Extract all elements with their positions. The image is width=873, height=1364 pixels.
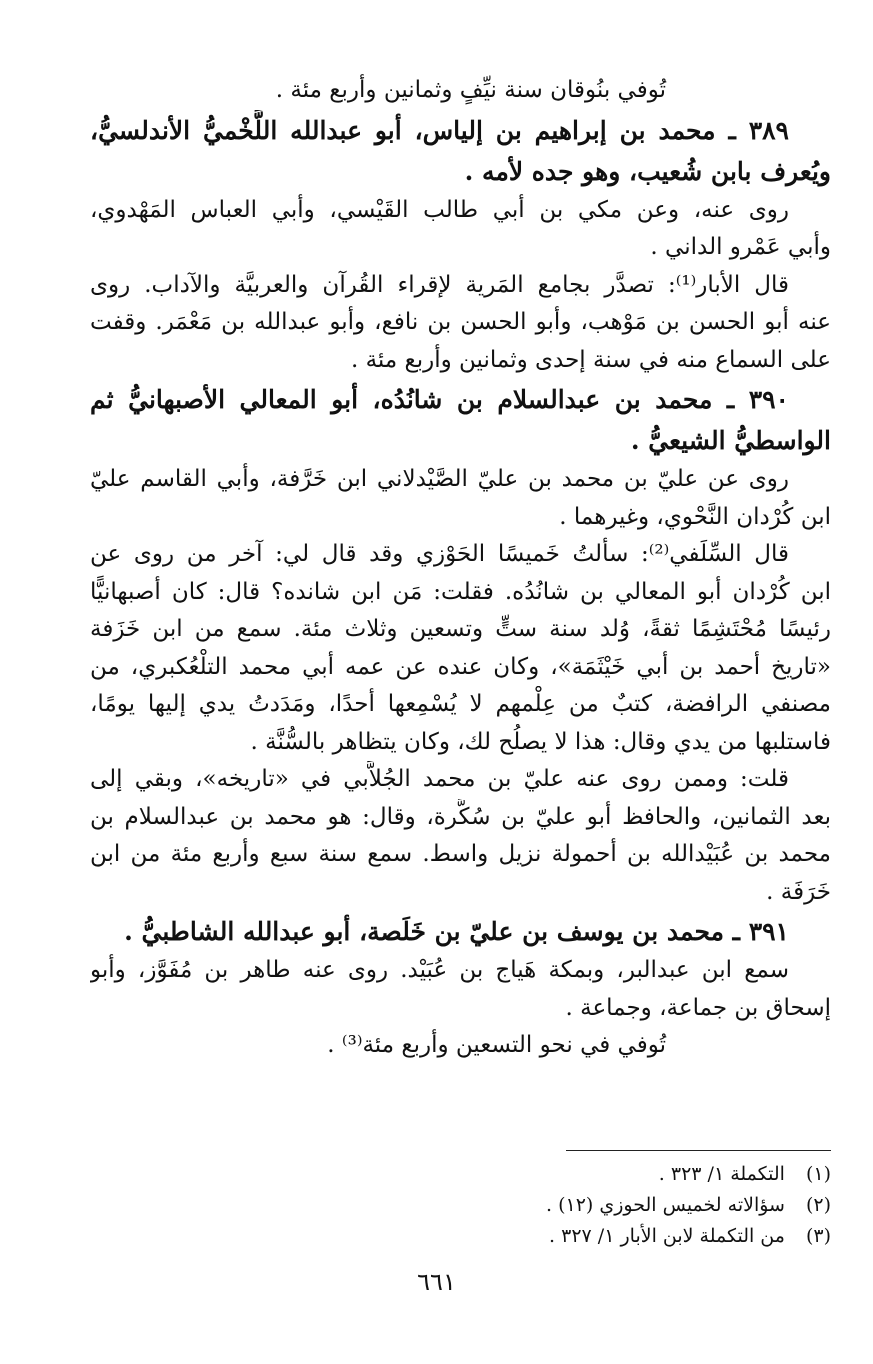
text-line: روى عنه، وعن مكي بن أبي طالب القَيْسي، وأبي العباس المَهْدوي،	[90, 196, 789, 223]
text-line: تُوفي بنُوقان سنة نيِّفٍ وثمانين وأربع مئة .	[275, 77, 666, 103]
text-line: سمع ابن عبدالبر، وبمكة هَياج بن عُبَيْد. روى عنه طاهر بن مُفَوَّز، وأبو	[90, 957, 789, 983]
page-number: ٦٦١	[417, 1268, 456, 1296]
footnote-number: (٣)	[805, 1225, 831, 1247]
text-line: تُوفي في نحو التسعين وأربع مئة⁽³⁾ .	[327, 1032, 666, 1058]
footnote-number: (١)	[805, 1163, 831, 1185]
text-line: خَرَفَة .	[766, 878, 831, 905]
text-line: قلت: وممن روى عنه عليّ بن محمد الجُلاَّبي في «تاريخه»، وبقي إلى	[90, 766, 789, 792]
footnote-1	[331, 1159, 831, 1190]
text-line: محمد بن عُبَيْدالله بن أحمولة نزيل واسط. سمع سنة سبع وأربع مئة من ابن	[90, 841, 831, 867]
text-line: ٣٨٩ ـ محمد بن إبراهيم بن إلياس، أبو عبدالله اللَّخْميُّ الأندلسيُّ،	[90, 115, 789, 145]
text-line: قال السِّلَفي⁽²⁾: سألتُ خَميسًا الحَوْزي وقد قال لي: آخر من روى عن	[90, 541, 789, 567]
text-line: ابن كُرْدان النَّحْوي، وغيرهما .	[559, 503, 831, 530]
text-line: ابن كُرْدان أبو المعالي بن شانُدُه. فقلت: مَن ابن شانده؟ قال: كان أصبهانيًّا	[90, 578, 831, 605]
footnote-text: سؤالاته لخميس الحوزي (١٢) .	[545, 1194, 785, 1216]
footnote-separator	[566, 1150, 831, 1151]
footnote-number: (٢)	[805, 1194, 831, 1216]
text-line: وأبي عَمْرو الداني .	[650, 234, 831, 260]
text-line: روى عن عليّ بن محمد بن عليّ الصَّيْدلاني ابن خَرَّفة، وأبي القاسم عليّ	[90, 466, 789, 492]
text-line: بعد الثمانين، والحافظ أبو عليّ بن سُكَّرة، وقال: هو محمد بن عبدالسلام بن	[90, 803, 831, 830]
footnotes	[331, 1150, 831, 1252]
text-line: الواسطيُّ الشيعيُّ .	[630, 426, 831, 455]
footnote-text: التكملة ١/ ٣٢٣ .	[658, 1163, 785, 1185]
text-line: عنه أبو الحسن بن مَوْهب، وأبو الحسن بن نافع، وأبو عبدالله بن مَعْمَر. وقفت	[90, 309, 831, 335]
text-line: قال الأبار⁽¹⁾: تصدَّر بجامع المَرية لإقراء القُرآن والعربيَّة والآداب. روى	[90, 271, 790, 298]
text-line: ٣٩٠ ـ محمد بن عبدالسلام بن شانُدُه، أبو المعالي الأصبهانيُّ ثم	[90, 385, 789, 414]
main-text	[90, 72, 831, 1065]
footnote-2	[331, 1190, 831, 1221]
text-line: فاستلبها من يدي وقال: هذا لا يصلُح لك، وكان يتظاهر بالسُّنَّة .	[250, 728, 831, 755]
text-line: ٣٩١ ـ محمد بن يوسف بن عليّ بن خَلَصة، أبو عبدالله الشاطبيُّ .	[124, 917, 789, 946]
text-line: مصنفي الرافضة، كتبٌ من عِلْمهم لا يُسْمِعها أحدًا، ومَدَدتُ يدي إليها يومًا،	[90, 691, 831, 717]
text-line: ويُعرف بابن شُعيب، وهو جده لأمه .	[464, 156, 831, 186]
footnote-3	[331, 1221, 831, 1252]
text-line: إسحاق بن جماعة، وجماعة .	[565, 994, 831, 1021]
text-line: على السماع منه في سنة إحدى وثمانين وأربع مئة .	[350, 346, 831, 373]
text-line: «تاريخ أحمد بن أبي خَيْثَمَة»، وكان عنده عن عمه أبي محمد التلْعُكبري، من	[90, 653, 831, 680]
text-line: رئيسًا مُحْتَشِمًا ثقةً، وُلد سنة ستٍّ وتسعين وثلاث مئة. سمع من ابن خَزَفة	[90, 616, 831, 642]
footnote-text: من التكملة لابن الأبار ١/ ٣٢٧ .	[549, 1225, 785, 1247]
